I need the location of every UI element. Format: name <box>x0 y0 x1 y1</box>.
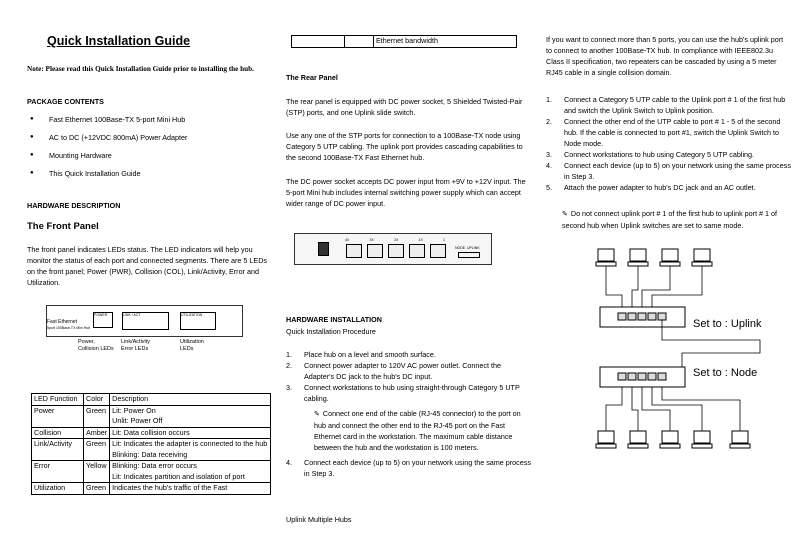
pencil-note-icon: ✎ <box>314 411 320 418</box>
label-power-collision: Power, Collision LEDs <box>78 339 114 352</box>
workstation-icon <box>596 431 616 448</box>
workstation-icon <box>660 249 680 266</box>
table-continuation: Ethernet bandwidth <box>291 35 517 48</box>
install-subheading: Quick Installation Procedure <box>286 327 376 336</box>
table-row: Error Yellow Blinking: Data error occurs Lit: Indicates partition and isolation of port <box>32 461 271 483</box>
table-header-row <box>32 394 271 406</box>
list-item: ● Fast Ethernet 100Base-TX 5-port Mini Hub <box>27 114 272 132</box>
uplink-intro: If you want to connect more than 5 ports, you can use the hub's uplink port to connect to another 100Base-TX hub. In compliance with IEEE802.3u Class II specification, two repeaters can be cascaded by using a 5 meter RJ45 cable in a single collision domain. <box>546 35 784 77</box>
column-header: Color <box>84 394 110 406</box>
uplink-steps <box>546 94 791 193</box>
package-heading: PACKAGE CONTENTS <box>27 97 104 106</box>
led-table <box>31 393 271 495</box>
table-row: Link/Activity Green Lit: Indicates the adapter is connected to the hub Blinking: Data receiving <box>32 439 271 461</box>
rj45-port-icon <box>388 244 404 258</box>
column-header: Description <box>110 394 271 406</box>
list-item: 3. Connect workstations to hub using Category 5 UTP cabling. <box>546 150 755 159</box>
workstation-icon <box>628 431 648 448</box>
prior-note: Note: Please read this Quick Installation Guide prior to installing the hub. <box>27 65 254 73</box>
workstation-icon <box>596 249 616 266</box>
front-panel-heading: The Front Panel <box>27 221 99 232</box>
list-item: ● AC to DC (+12VDC 800mA) Power Adapter <box>27 132 272 150</box>
rear-panel-p2: Use any one of the STP ports for connection to a 100Base-TX node using Category 5 UTP cabling. The uplink port provides cascading capabilities to the second 100Base-TX Fast Ethernet hub. <box>286 131 523 162</box>
list-item: 2. Connect power adapter to 120V AC power outlet. Connect the Adapter's DC jack to the hub's DC input. <box>286 361 501 381</box>
list-item: ● Mounting Hardware <box>27 150 272 168</box>
uplink-heading: Uplink Multiple Hubs <box>286 515 352 524</box>
port-numbers: 4X 3X 2X 1X 1 <box>345 238 445 242</box>
link-led-box: LINK / ACT <box>122 312 169 330</box>
table-row: Utilization Green Indicates the hub's traffic of the Fast <box>32 483 271 495</box>
list-item: 1. Place hub on a level and smooth surface. <box>286 350 436 359</box>
label-utilization: Utilization LEDs <box>180 339 204 352</box>
rj45-port-icon <box>367 244 383 258</box>
cascade-diagram <box>590 245 790 545</box>
uplink-note: ✎ Do not connect uplink port # 1 of the first hub to uplink port # 1 of second hub when Uplink switches are set to same mode. <box>562 209 778 230</box>
front-panel-diagram <box>46 305 243 337</box>
rear-panel-p3: The DC power socket accepts DC power input from +9V to +12V input. The 5-port Mini hub includes internal switching power supply which can accept wider range of DC power input. <box>286 177 526 208</box>
workstation-icon <box>660 431 680 448</box>
rj45-port-icon <box>409 244 425 258</box>
list-item: 4. Connect each device (up to 5) on your network using the same process in Step 3. <box>286 458 531 478</box>
table-row: Power Green Lit: Power On Unlit: Power Off <box>32 405 271 427</box>
node-switch-label: NODE <box>455 246 466 250</box>
list-item: 3. Connect workstations to hub using straight-through Category 5 UTP cabling. ✎ Connect one end of the cable (RJ-45 connector) to the port on hub and connect the other end to the RJ-45 port on the Fast Ethernet card in the workstation. The maximum cable distance between the hub and the workstation is 100 meters. <box>286 382 531 457</box>
list-item: ● This Quick Installation Guide <box>27 168 272 186</box>
device-label: Fast Ethernet <box>47 319 78 325</box>
util-led-box: UTILIZATION <box>180 312 216 330</box>
list-item: 5. Attach the power adapter to hub's DC jack and an AC outlet. <box>546 183 756 192</box>
table-row: Collision Amber Lit: Data collision occurs <box>32 427 271 439</box>
hw-description-heading: HARDWARE DESCRIPTION <box>27 201 121 210</box>
column-header: LED Function <box>32 394 84 406</box>
list-item: 4. Connect each device (up to 5) on your network using the same process in Step 3. <box>546 161 791 181</box>
device-sub: 5port 100Base-TX Mini Hub <box>47 326 91 330</box>
workstation-icon <box>730 431 750 448</box>
rj45-port-icon <box>346 244 362 258</box>
guide-title: Quick Installation Guide <box>47 34 191 48</box>
workstation-icon <box>692 431 712 448</box>
rear-panel-diagram <box>294 233 492 265</box>
set-uplink-label: Set to : Uplink <box>693 318 762 330</box>
list-item: 2. Connect the other end of the UTP cable to port # 1 - 5 of the second hub. If the cable is connected to port #1, switch the Uplink Switch to Node mode. <box>546 117 781 148</box>
workstation-icon <box>692 249 712 266</box>
install-heading: HARDWARE INSTALLATION <box>286 315 382 324</box>
uplink-slide-switch <box>458 252 480 258</box>
set-node-label: Set to : Node <box>693 367 758 379</box>
install-steps <box>286 349 531 479</box>
rj45-port-icon <box>430 244 446 258</box>
front-panel-text: The front panel indicates LEDs status. The LED indicators will help you monitor the status of each port and connected segments. There are 5 LEDs on the front panel; Power (PWR), Collision (COL), Link/Activity, Error and Utilization. <box>27 245 267 287</box>
list-item: 1. Connect a Category 5 UTP cable to the Uplink port # 1 of the first hub and switch the Uplink Switch to Uplink position. <box>546 95 786 115</box>
workstation-icon <box>628 249 648 266</box>
dc-socket-icon <box>318 242 329 256</box>
step-note: ✎ Connect one end of the cable (RJ-45 connector) to the port on hub and connect the other end to the RJ-45 port on the Fast Ethernet card in the workstation. The maximum cable distance between the hub and the workstation is 100 meters. <box>314 409 521 452</box>
package-list <box>27 114 272 186</box>
uplink-switch-label: UPLINK <box>467 246 480 250</box>
power-led-box: POWER <box>93 312 113 328</box>
rear-panel-heading: The Rear Panel <box>286 73 338 82</box>
pencil-note-icon: ✎ <box>562 211 568 218</box>
rear-panel-p1: The rear panel is equipped with DC power socket, 5 Shielded Twisted-Pair (STP) ports, and one Uplink slide switch. <box>286 97 523 117</box>
label-link-activity: Link/Activity Error LEDs <box>121 339 151 352</box>
